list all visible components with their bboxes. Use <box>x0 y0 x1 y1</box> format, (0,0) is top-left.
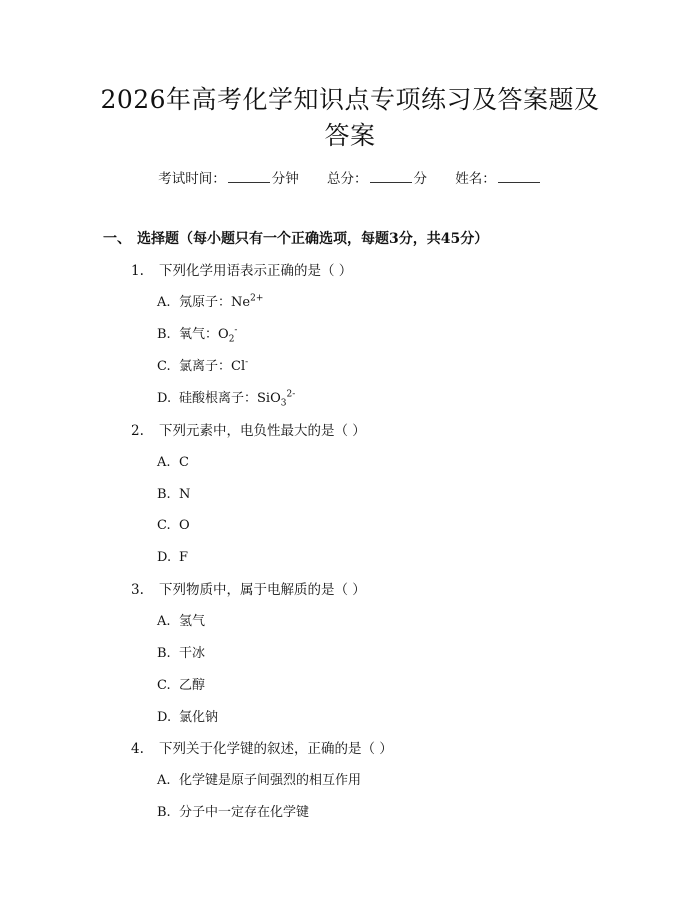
exam-time-unit: 分钟 <box>271 171 299 187</box>
question-4-option-b <box>157 804 309 822</box>
formula: Ne <box>231 295 251 310</box>
option-text: F <box>179 550 189 565</box>
question-text: 下列元素中，电负性最大的是（ ） <box>159 423 366 439</box>
option-text: 硅酸根离子： <box>179 391 258 406</box>
option-letter: C. <box>157 678 171 693</box>
question-3-option-c <box>157 677 205 695</box>
question-number: 4. <box>131 741 144 757</box>
option-letter: A. <box>157 295 171 310</box>
option-letter: C. <box>157 359 171 374</box>
question-text: 下列关于化学键的叙述，正确的是（ ） <box>159 741 393 757</box>
question-2-stem <box>131 422 366 440</box>
question-1-option-c <box>157 358 248 376</box>
formula-subscript: 2 <box>228 334 235 345</box>
student-name-blank <box>498 170 540 183</box>
question-2-option-c <box>157 517 190 535</box>
option-text: 氯离子： <box>179 359 232 374</box>
document-title <box>60 82 640 154</box>
section-title: 选择题（每小题只有一个正确选项，每题3分，共45分） <box>137 231 489 247</box>
question-1-option-b <box>157 326 237 344</box>
question-3-stem <box>131 581 366 599</box>
section-heading <box>103 230 488 248</box>
option-text: 氯化钠 <box>179 710 219 725</box>
option-text: 乙醇 <box>179 678 206 693</box>
option-letter: A. <box>157 614 171 629</box>
total-score-field <box>327 170 427 188</box>
question-number: 2. <box>131 423 144 439</box>
question-1-option-a <box>157 294 263 312</box>
option-letter: D. <box>157 391 172 406</box>
option-letter: A. <box>157 773 171 788</box>
title-line-1: 2026年高考化学知识点专项练习及答案题及 <box>100 85 600 114</box>
question-number: 3. <box>131 582 144 598</box>
question-2-option-d <box>157 549 188 567</box>
formula: O <box>218 327 229 342</box>
question-1-option-d <box>157 390 295 408</box>
option-letter: D. <box>157 710 172 725</box>
question-2-option-b <box>157 486 190 504</box>
question-3-option-d <box>157 709 218 727</box>
exam-info-line <box>0 170 700 188</box>
option-text: N <box>179 487 191 502</box>
option-text: 干冰 <box>179 646 206 661</box>
option-letter: C. <box>157 518 171 533</box>
formula-subscript: 3 <box>280 398 287 409</box>
question-1-stem <box>131 262 352 280</box>
option-letter: A. <box>157 455 171 470</box>
title-line-2: 答案 <box>324 121 376 150</box>
option-text: 化学键是原子间强烈的相互作用 <box>179 773 362 788</box>
section-number: 一、 <box>103 231 131 247</box>
question-2-option-a <box>157 454 189 472</box>
option-text: 分子中一定存在化学键 <box>179 805 310 820</box>
question-number: 1. <box>131 263 144 279</box>
exam-time-field <box>158 170 299 188</box>
formula-superscript: - <box>234 325 238 336</box>
option-letter: B. <box>157 805 171 820</box>
question-3-option-b <box>157 645 205 663</box>
option-text: 氢气 <box>179 614 206 629</box>
option-letter: B. <box>157 487 171 502</box>
question-3-option-a <box>157 613 205 631</box>
option-letter: D. <box>157 550 172 565</box>
question-4-option-a <box>157 772 361 790</box>
formula: Cl <box>231 359 246 374</box>
exam-time-label: 考试时间： <box>158 171 226 187</box>
question-4-stem <box>131 740 393 758</box>
total-score-blank <box>370 170 412 183</box>
student-name-label: 姓名： <box>455 171 496 187</box>
question-text: 下列化学用语表示正确的是（ ） <box>159 263 353 279</box>
option-text: 氖原子： <box>179 295 232 310</box>
student-name-field <box>455 170 542 188</box>
option-letter: B. <box>157 646 171 661</box>
formula-superscript: 2+ <box>250 293 264 304</box>
total-score-label: 总分： <box>327 171 368 187</box>
option-text: C <box>179 455 189 470</box>
formula-superscript: 2- <box>286 389 296 400</box>
formula: SiO <box>257 391 281 406</box>
exam-time-blank <box>228 170 270 183</box>
option-letter: B. <box>157 327 171 342</box>
question-text: 下列物质中，属于电解质的是（ ） <box>159 582 366 598</box>
option-text: 氧气： <box>179 327 219 342</box>
total-score-unit: 分 <box>413 171 427 187</box>
option-text: O <box>179 518 190 533</box>
formula-superscript: - <box>245 357 249 368</box>
